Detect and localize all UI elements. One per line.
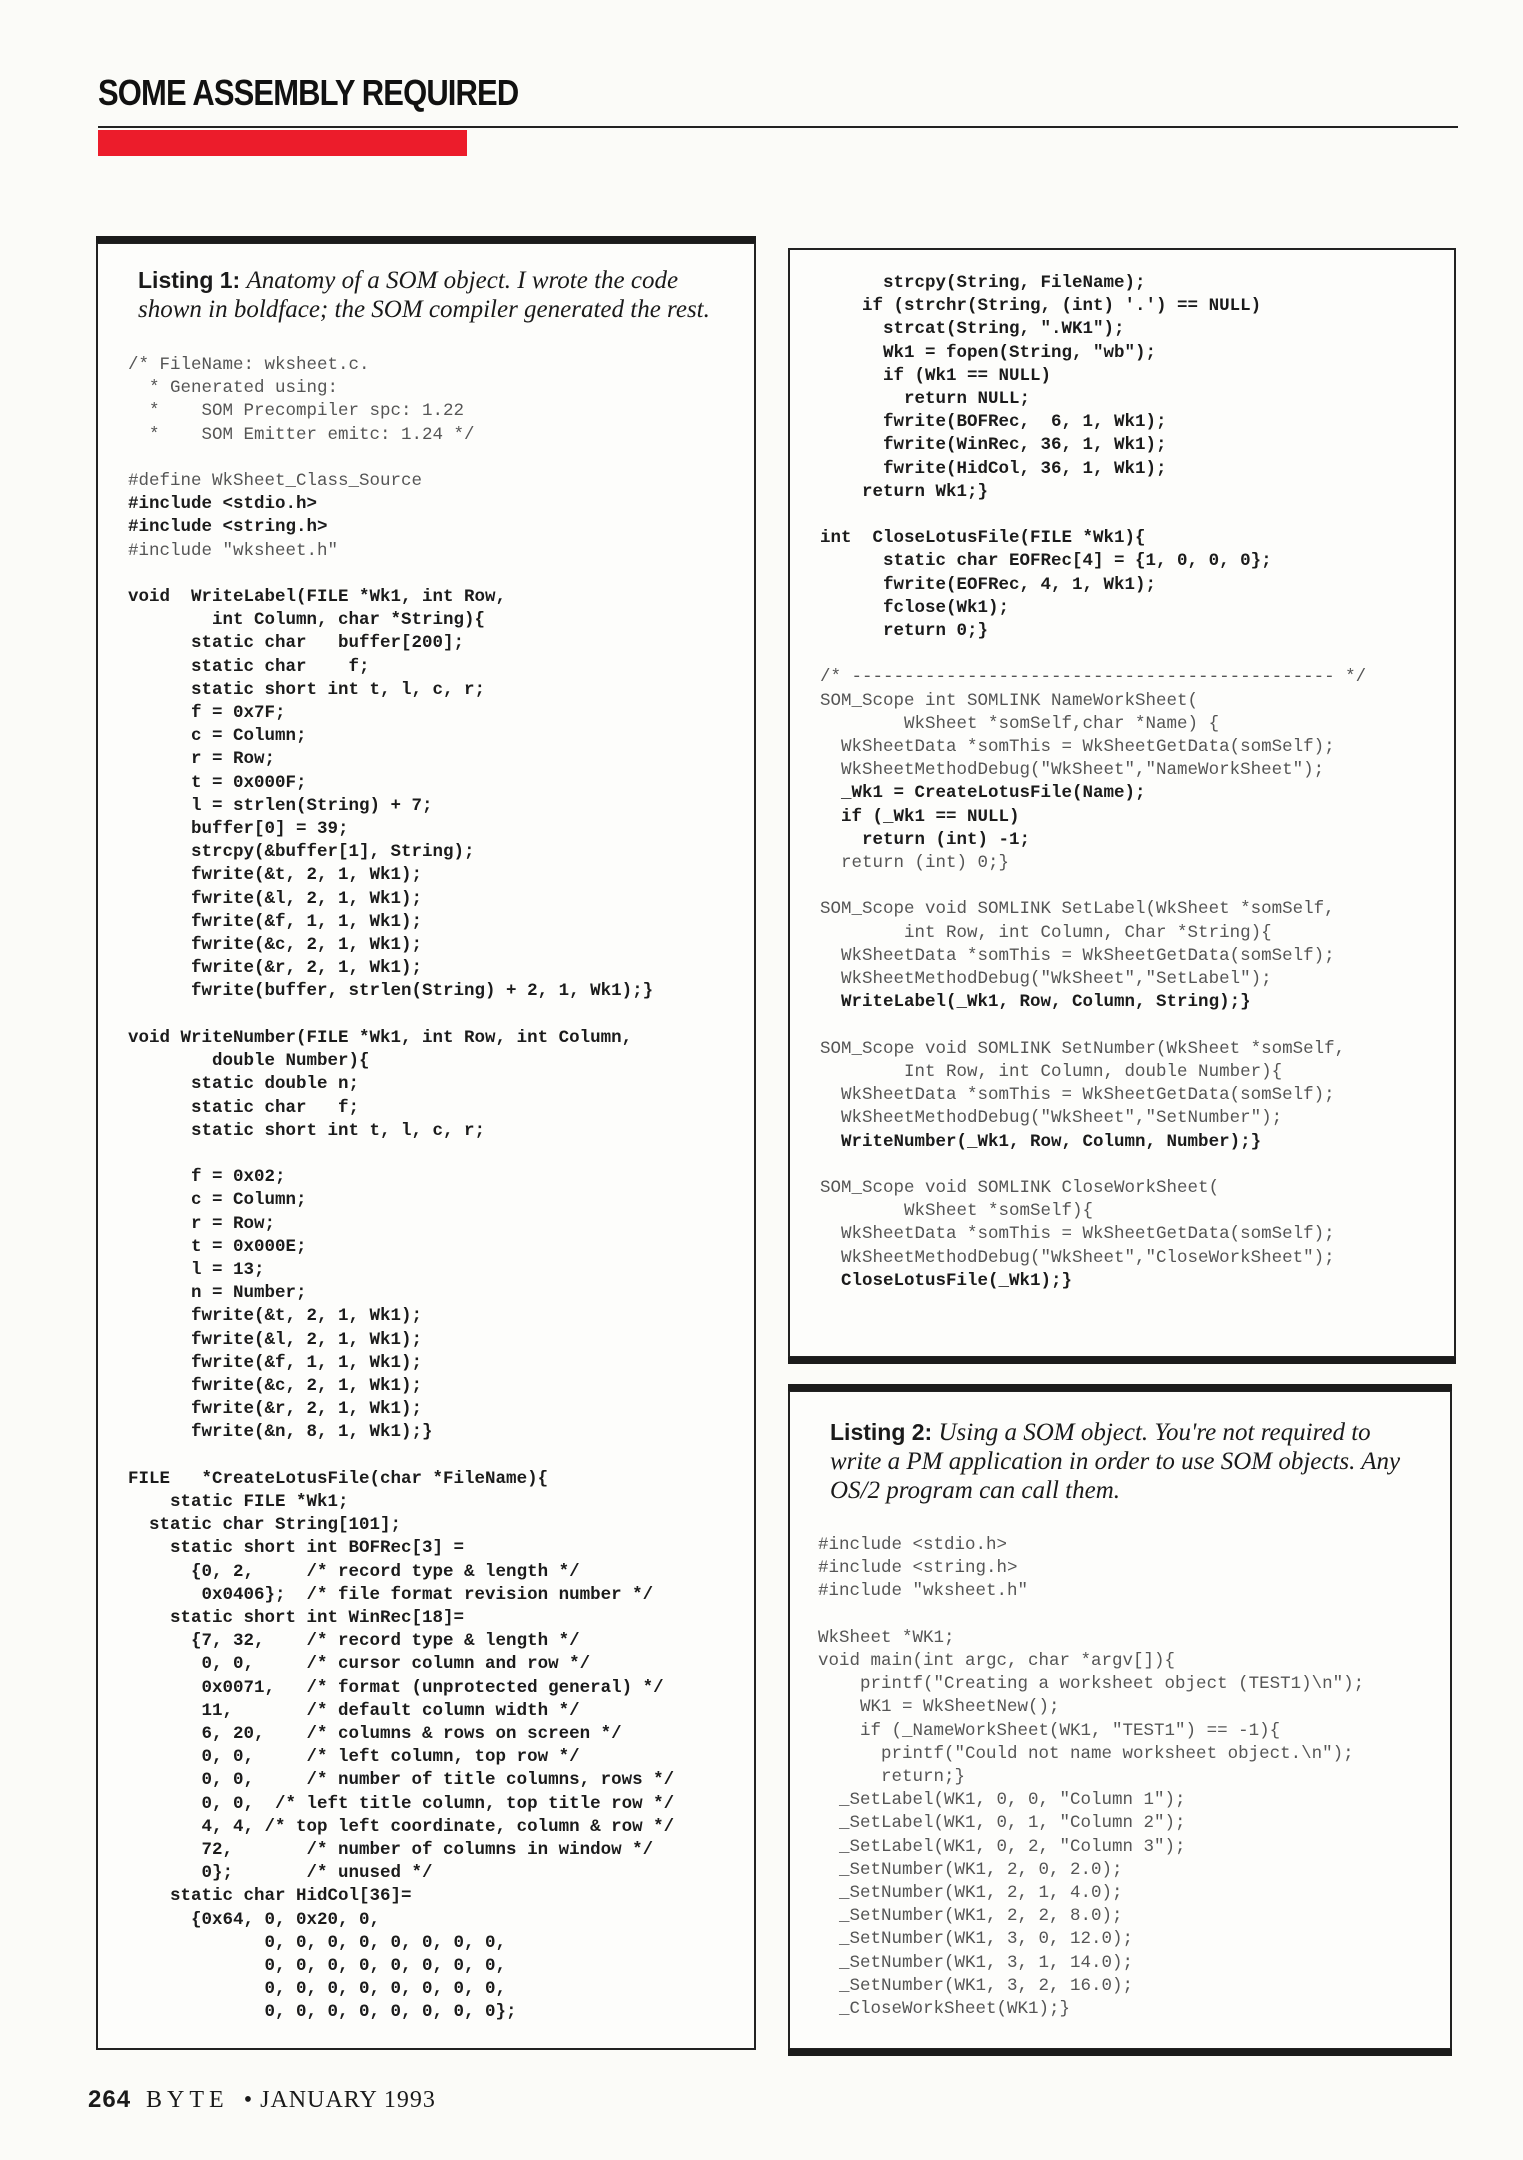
box-bottom-rule xyxy=(788,1357,1456,1364)
code-line: fwrite(HidCol, 36, 1, Wk1); xyxy=(820,458,1167,479)
code-line: WkSheetData *somThis = WkSheetGetData(somSelf); xyxy=(820,737,1335,758)
code-line: int CloseLotusFile(FILE *Wk1){ xyxy=(820,528,1146,549)
code-line: 4, 4, /* top left coordinate, column & row */ xyxy=(128,1816,675,1837)
code-line: void main(int argc, char *argv[]){ xyxy=(818,1651,1176,1672)
code-line: return 0;} xyxy=(820,621,989,642)
code-line: static char f; xyxy=(128,1097,360,1118)
code-line: return (int) 0;} xyxy=(820,853,1010,874)
code-line: #include "wksheet.h" xyxy=(128,540,339,561)
code-line: WriteLabel(_Wk1, Row, Column, String);} xyxy=(820,992,1251,1013)
listing-1-box xyxy=(96,242,756,2050)
code-line: l = 13; xyxy=(128,1259,265,1280)
code-line: SOM_Scope void SOMLINK CloseWorkSheet( xyxy=(820,1177,1220,1198)
box-top-rule xyxy=(96,236,756,243)
code-line: strcat(String, ".WK1"); xyxy=(820,319,1125,340)
code-line: fwrite(&l, 2, 1, Wk1); xyxy=(128,1329,423,1350)
code-line: if (Wk1 == NULL) xyxy=(820,365,1052,386)
listing-2-code xyxy=(818,1534,1364,2021)
code-line: if (_NameWorkSheet(WK1, "TEST1") == -1){ xyxy=(818,1720,1281,1741)
code-line: static short int WinRec[18]= xyxy=(128,1607,465,1628)
code-line: Int Row, int Column, double Number){ xyxy=(820,1061,1283,1082)
code-line: int Row, int Column, Char *String){ xyxy=(820,922,1272,943)
code-line: static char f; xyxy=(128,656,370,677)
code-line: static char buffer[200]; xyxy=(128,633,465,654)
code-line: double Number){ xyxy=(128,1051,370,1072)
code-line: fwrite(&c, 2, 1, Wk1); xyxy=(128,1375,423,1396)
code-line: strcpy(&buffer[1], String); xyxy=(128,842,475,863)
code-line: #include <string.h> xyxy=(818,1558,1018,1579)
code-line: #include <string.h> xyxy=(128,517,328,538)
box-top-rule xyxy=(788,1384,1452,1391)
code-line: WkSheetMethodDebug("WkSheet","SetNumber"); xyxy=(820,1108,1283,1129)
header-accent-bar xyxy=(98,130,467,156)
code-line: t = 0x000E; xyxy=(128,1236,307,1257)
code-line: fwrite(EOFRec, 4, 1, Wk1); xyxy=(820,574,1157,595)
code-line: WkSheetData *somThis = WkSheetGetData(somSelf); xyxy=(820,1085,1335,1106)
code-line: return NULL; xyxy=(820,389,1031,410)
code-line: WK1 = WkSheetNew(); xyxy=(818,1697,1060,1718)
code-line: {0x64, 0, 0x20, 0, xyxy=(128,1909,381,1930)
code-line: fwrite(&t, 2, 1, Wk1); xyxy=(128,865,423,886)
listing-1-label: Listing 1: xyxy=(138,267,241,293)
code-line: buffer[0] = 39; xyxy=(128,819,349,840)
code-line: int Column, char *String){ xyxy=(128,610,486,631)
code-line: fwrite(&f, 1, 1, Wk1); xyxy=(128,911,423,932)
code-line: fwrite(buffer, strlen(String) + 2, 1, Wk1);} xyxy=(128,981,654,1002)
code-line: _SetNumber(WK1, 3, 1, 14.0); xyxy=(818,1952,1134,1973)
code-line: /* ---------------------------------------------- */ xyxy=(820,667,1367,688)
code-line: #include <stdio.h> xyxy=(128,494,318,515)
code-line: static char EOFRec[4] = {1, 0, 0, 0}; xyxy=(820,551,1272,572)
code-line: WriteNumber(_Wk1, Row, Column, Number);} xyxy=(820,1131,1262,1152)
code-line: return (int) -1; xyxy=(820,829,1031,850)
code-line: return;} xyxy=(818,1767,966,1788)
code-line: _SetNumber(WK1, 3, 2, 16.0); xyxy=(818,1975,1134,1996)
code-line: FILE *CreateLotusFile(char *FileName){ xyxy=(128,1468,549,1489)
listing-2-box xyxy=(788,1390,1452,2050)
code-line: r = Row; xyxy=(128,1213,276,1234)
code-line: fwrite(&t, 2, 1, Wk1); xyxy=(128,1306,423,1327)
code-line: 0x0406}; /* file format revision number */ xyxy=(128,1584,654,1605)
code-line: _SetNumber(WK1, 2, 1, 4.0); xyxy=(818,1883,1123,1904)
code-line: 6, 20, /* columns & rows on screen */ xyxy=(128,1723,622,1744)
code-line: 0x0071, /* format (unprotected general) */ xyxy=(128,1677,664,1698)
listing-1-code xyxy=(128,354,674,2025)
code-line: CloseLotusFile(_Wk1);} xyxy=(820,1270,1073,1291)
code-line: _CloseWorkSheet(WK1);} xyxy=(818,1999,1071,2020)
code-line: if (_Wk1 == NULL) xyxy=(820,806,1020,827)
footer-separator: • xyxy=(243,2087,254,2113)
code-line: _SetNumber(WK1, 3, 0, 12.0); xyxy=(818,1929,1134,1950)
code-line: if (strchr(String, (int) '.') == NULL) xyxy=(820,296,1262,317)
section-title: SOME ASSEMBLY REQUIRED xyxy=(98,72,519,113)
code-line: fwrite(&r, 2, 1, Wk1); xyxy=(128,1399,423,1420)
code-line: WkSheet *somSelf,char *Name) { xyxy=(820,713,1220,734)
code-line: _SetLabel(WK1, 0, 0, "Column 1"); xyxy=(818,1790,1186,1811)
code-line: WkSheetMethodDebug("WkSheet","CloseWorkSheet"); xyxy=(820,1247,1335,1268)
code-line: WkSheetData *somThis = WkSheetGetData(somSelf); xyxy=(820,945,1335,966)
code-line: SOM_Scope int SOMLINK NameWorkSheet( xyxy=(820,690,1199,711)
code-line: c = Column; xyxy=(128,726,307,747)
code-line: 0, 0, /* cursor column and row */ xyxy=(128,1654,591,1675)
code-line: 0, 0, /* left column, top row */ xyxy=(128,1747,580,1768)
code-line: printf("Creating a worksheet object (TEST1)\n"); xyxy=(818,1674,1365,1695)
code-line: WkSheetMethodDebug("WkSheet","NameWorkSheet"); xyxy=(820,760,1325,781)
listing-2-description: Using a SOM object. You're not required to write a PM application in order to use SOM objects. Any OS/2 program can call them. xyxy=(830,1419,1401,1504)
code-line: f = 0x02; xyxy=(128,1167,286,1188)
code-line: static FILE *Wk1; xyxy=(128,1491,349,1512)
code-line: static short int BOFRec[3] = xyxy=(128,1538,465,1559)
code-line: #include "wksheet.h" xyxy=(818,1581,1029,1602)
code-line: static short int t, l, c, r; xyxy=(128,679,486,700)
code-line: fclose(Wk1); xyxy=(820,597,1010,618)
code-line: Wk1 = fopen(String, "wb"); xyxy=(820,342,1157,363)
code-line: _SetNumber(WK1, 2, 0, 2.0); xyxy=(818,1859,1123,1880)
code-line: #include <stdio.h> xyxy=(818,1535,1008,1555)
code-line: WkSheet *WK1; xyxy=(818,1627,955,1648)
listing-1-continued-box xyxy=(788,248,1456,1358)
code-line: WkSheetData *somThis = WkSheetGetData(somSelf); xyxy=(820,1224,1335,1245)
listing-2-label: Listing 2: xyxy=(830,1419,933,1445)
code-line: static short int t, l, c, r; xyxy=(128,1120,486,1141)
code-line: WkSheet *somSelf){ xyxy=(820,1201,1094,1222)
code-line: l = strlen(String) + 7; xyxy=(128,795,433,816)
listing-1-description: Anatomy of a SOM object. I wrote the code shown in boldface; the SOM compiler generated the rest. xyxy=(138,267,710,323)
code-line: WkSheetMethodDebug("WkSheet","SetLabel"); xyxy=(820,969,1272,990)
code-line: fwrite(&f, 1, 1, Wk1); xyxy=(128,1352,423,1373)
code-line: r = Row; xyxy=(128,749,276,770)
code-line: #define WkSheet_Class_Source xyxy=(128,471,423,492)
code-line: 0}; /* unused */ xyxy=(128,1863,433,1884)
code-line: SOM_Scope void SOMLINK SetNumber(WkSheet *somSelf, xyxy=(820,1038,1346,1059)
code-line: static char String[101]; xyxy=(128,1515,402,1536)
code-line: 0, 0, 0, 0, 0, 0, 0, 0, xyxy=(128,1956,507,1977)
code-line: fwrite(&r, 2, 1, Wk1); xyxy=(128,958,423,979)
code-line: fwrite(&c, 2, 1, Wk1); xyxy=(128,935,423,956)
code-line: {7, 32, /* record type & length */ xyxy=(128,1631,580,1652)
issue-date: JANUARY 1993 xyxy=(260,2087,436,2113)
code-line: n = Number; xyxy=(128,1283,307,1304)
code-line: void WriteLabel(FILE *Wk1, int Row, xyxy=(128,587,507,608)
code-line: static double n; xyxy=(128,1074,360,1095)
box-bottom-rule xyxy=(788,2049,1452,2056)
code-line: return Wk1;} xyxy=(820,481,989,502)
code-line: 11, /* default column width */ xyxy=(128,1700,580,1721)
code-line: c = Column; xyxy=(128,1190,307,1211)
code-line: 0, 0, /* left title column, top title row */ xyxy=(128,1793,675,1814)
code-line: t = 0x000F; xyxy=(128,772,307,793)
code-line: 0, 0, 0, 0, 0, 0, 0, 0}; xyxy=(128,2002,517,2023)
magazine-name: BYTE xyxy=(146,2087,229,2113)
code-line: _SetLabel(WK1, 0, 2, "Column 3"); xyxy=(818,1836,1186,1857)
code-line: strcpy(String, FileName); xyxy=(820,273,1146,293)
code-line: /* FileName: wksheet.c. xyxy=(128,355,370,375)
code-line: SOM_Scope void SOMLINK SetLabel(WkSheet *somSelf, xyxy=(820,899,1335,920)
listing-2-caption xyxy=(830,1418,1420,1505)
code-line: f = 0x7F; xyxy=(128,703,286,724)
code-line: static char HidCol[36]= xyxy=(128,1886,412,1907)
code-line: 0, 0, /* number of title columns, rows */ xyxy=(128,1770,675,1791)
code-line: * Generated using: xyxy=(128,378,339,399)
code-line: fwrite(&l, 2, 1, Wk1); xyxy=(128,888,423,909)
page-footer xyxy=(88,2086,436,2114)
code-line: _Wk1 = CreateLotusFile(Name); xyxy=(820,783,1146,804)
header-rule xyxy=(98,126,1458,128)
code-line: {0, 2, /* record type & length */ xyxy=(128,1561,580,1582)
code-line: 0, 0, 0, 0, 0, 0, 0, 0, xyxy=(128,1979,507,2000)
code-line: fwrite(WinRec, 36, 1, Wk1); xyxy=(820,435,1167,456)
listing-1-caption xyxy=(138,266,738,324)
code-line: fwrite(&n, 8, 1, Wk1);} xyxy=(128,1422,433,1443)
listing-1-continued-code xyxy=(820,272,1366,1293)
code-line: * SOM Precompiler spc: 1.22 xyxy=(128,401,465,422)
code-line: * SOM Emitter emitc: 1.24 */ xyxy=(128,424,475,445)
code-line: 72, /* number of columns in window */ xyxy=(128,1840,654,1860)
code-line: _SetNumber(WK1, 2, 2, 8.0); xyxy=(818,1906,1123,1927)
page-number: 264 xyxy=(88,2086,132,2113)
code-line: fwrite(BOFRec, 6, 1, Wk1); xyxy=(820,412,1167,433)
code-line: _SetLabel(WK1, 0, 1, "Column 2"); xyxy=(818,1813,1186,1834)
code-line: printf("Could not name worksheet object.\n"); xyxy=(818,1743,1354,1764)
code-line: void WriteNumber(FILE *Wk1, int Row, int Column, xyxy=(128,1027,633,1048)
code-line: 0, 0, 0, 0, 0, 0, 0, 0, xyxy=(128,1932,507,1953)
